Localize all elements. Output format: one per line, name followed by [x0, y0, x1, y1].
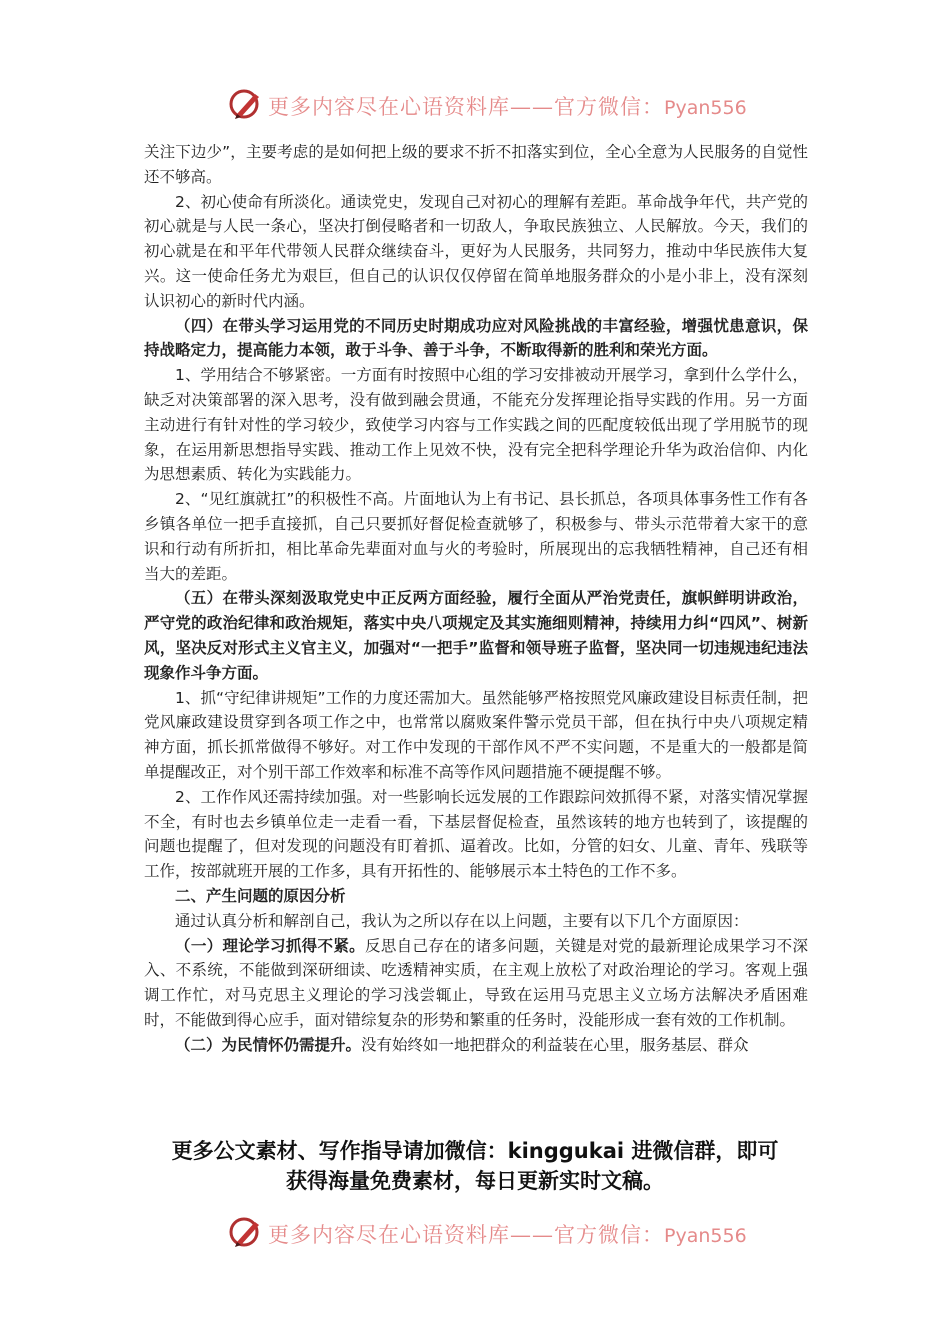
paragraph-text: 2、工作作风还需持续加强。对一些影响长远发展的工作跟踪问效抓得不紧，对落实情况掌握不全，有时也去乡镇单位走一走看一看，下基层督促检查，虽然该转的地方也转到了，该提醒的问题也提醒了，但对发现的问题没有盯着抓、逼着改。比如，分管的妇女、儿童、青年、残联等工作，按部就班开展的工作多，具有开拓性的、能够展示本土特色的工作不多。 [144, 787, 808, 881]
paragraph [144, 1033, 808, 1058]
header-banner [0, 82, 950, 126]
bold-heading: （二）为民情怀仍需提升。 [175, 1035, 362, 1054]
promo-notice [100, 1136, 850, 1196]
paragraph [144, 686, 808, 785]
bold-heading: （一）理论学习抓得不紧。 [175, 936, 365, 955]
paragraph-text: 2、初心使命有所淡化。通读党史，发现自己对初心的理解有差距。革命战争年代，共产党的初心就是与人民一条心，坚决打倒侵略者和一切敌人，争取民族独立、人民解放。今天，我们的初心就是在和平年代带领人民群众继续奋斗，更好为人民服务，共同努力，推动中华民族伟大复兴。这一使命任务尤为艰巨，但自己的认识仅仅停留在简单地服务群众的小是小非上，没有深刻认识初心的新时代内涵。 [144, 192, 808, 310]
paragraph-text: 没有始终如一地把群众的利益装在心里，服务基层、群众 [361, 1035, 749, 1054]
paragraph-text: 2、“见红旗就扛”的积极性不高。片面地认为上有书记、县长抓总，各项具体事务性工作有各乡镇各单位一把手直接抓，自己只要抓好督促检查就够了，积极参与、带头示范带着大家干的意识和行动有所折扣，相比革命先辈面对血与火的考验时，所展现出的忘我牺牲精神，自己还有相当大的差距。 [144, 490, 808, 583]
paragraph [144, 934, 808, 1033]
paragraph [144, 363, 808, 487]
paragraph [144, 884, 808, 909]
pen-logo-icon [228, 86, 264, 122]
paragraph-text: 1、学用结合不够紧密。一方面有时按照中心组的学习安排被动开展学习，拿到什么学什么，缺乏对决策部署的深入思考，没有做到融会贯通，不能充分发挥理论指导实践的作用。另一方面主动进行有针对性的学习较少，致使学习内容与工作实践之间的匹配度较低出现了学用脱节的现象，在运用新思想指导实践、推动工作上见效不快，没有完全把科学理论升华为政治信仰、内化为思想素质、转化为实践能力。 [144, 366, 808, 484]
pen-logo-icon [228, 1214, 264, 1250]
paragraph-text: 1、抓“守纪律讲规矩”工作的力度还需加大。虽然能够严格按照党风廉政建设目标责任制，把党风廉政建设贯穿到各项工作之中，也常常以腐败案件警示党员干部，但在执行中央八项规定精神方面，抓长抓常做得不够好。对工作中发现的干部作风不严不实问题，不是重大的一般都是简单提醒改正，对个别干部工作效率和标准不高等作风问题措施不硬提醒不够。 [144, 688, 808, 781]
paragraph [144, 190, 808, 314]
paragraph [144, 785, 808, 884]
paragraph-text: 通过认真分析和解剖自己，我认为之所以存在以上问题，主要有以下几个方面原因： [175, 911, 749, 930]
banner-text: 更多内容尽在心语资料库——官方微信：Pyan556 [268, 1223, 747, 1247]
paragraph [144, 314, 808, 364]
banner-text: 更多内容尽在心语资料库——官方微信：Pyan556 [268, 95, 747, 119]
footer-banner [0, 1210, 950, 1254]
paragraph [144, 487, 808, 586]
paragraph-text: 关注下边少”，主要考虑的是如何把上级的要求不折不扣落实到位，全心全意为人民服务的自觉性还不够高。 [144, 143, 808, 186]
bold-heading: （四）在带头学习运用党的不同历史时期成功应对风险挑战的丰富经验，增强忧患意识，保持战略定力，提高能力本领，敢于斗争、善于斗争，不断取得新的胜利和荣光方面。 [144, 316, 808, 360]
paragraph [144, 909, 808, 934]
paragraph-text: 反思自己存在的诸多问题，关键是对党的最新理论成果学习不深入、不系统，不能做到深研细读、吃透精神实质，在主观上放松了对政治理论的学习。客观上强调工作忙，对马克思主义理论的学习浅尝辄止，导致在运用马克思主义立场方法解决矛盾困难时，不能做到得心应手，面对错综复杂的形势和繁重的任务时，没能形成一套有效的工作机制。 [144, 936, 808, 1029]
promo-line-1: 更多公文素材、写作指导请加微信：kinggukai 进微信群，即可 [171, 1139, 779, 1163]
bold-heading: （五）在带头深刻汲取党史中正反两方面经验，履行全面从严治党责任，旗帜鲜明讲政治，严守党的政治纪律和政治规矩，落实中央八项规定及其实施细则精神，持续用力纠“四风”、树新风，坚决反对形式主义官主义，加强对“一把手”监督和领导班子监督，坚决同一切违规违纪违法现象作斗争方面。 [144, 589, 808, 682]
paragraph [144, 140, 808, 190]
bold-heading: 二、产生问题的原因分析 [175, 886, 346, 905]
promo-line-2: 获得海量免费素材，每日更新实时文稿。 [286, 1169, 664, 1193]
paragraph [144, 586, 808, 685]
document-body [144, 140, 808, 1057]
